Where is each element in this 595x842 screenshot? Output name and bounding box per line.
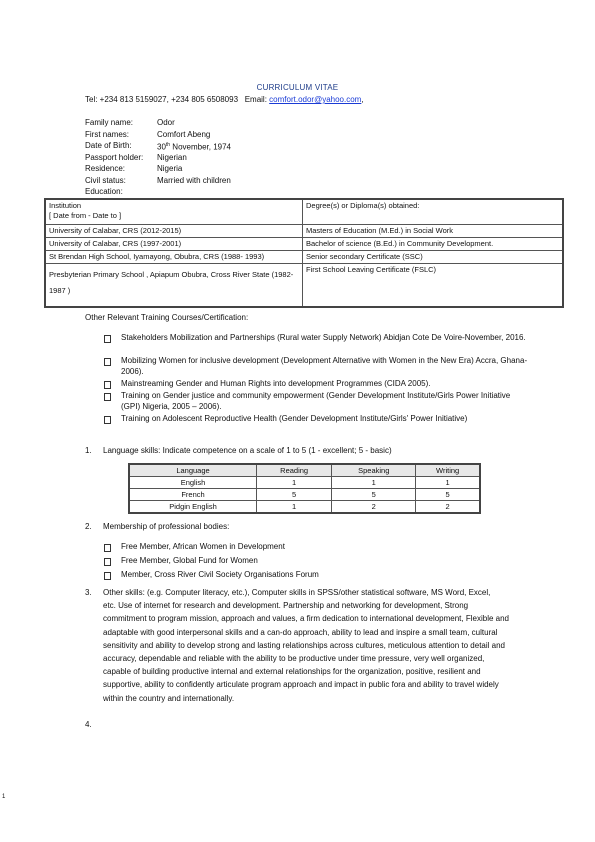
dob-day: 30 bbox=[157, 142, 166, 152]
edu-degree: Masters of Education (M.Ed.) in Social Work bbox=[303, 225, 564, 238]
page-number: 1 bbox=[2, 794, 6, 800]
skills-line: capable of building productive internal and external relationships for the organization, positive, resilient and bbox=[103, 667, 481, 677]
edu-institution: Presbyterian Primary School , Apiapum Obubra, Cross River State (1982-1987 ) bbox=[45, 264, 303, 308]
skills-line: commitment to program mission, approach and values, a firm dedication to international development, Flexible and bbox=[103, 614, 509, 624]
training-item: Training on Gender justice and community empowerment (Gender Development Institute/Girls Power Initiative (GPI) Nigeria, 2005 – 2006). bbox=[121, 391, 511, 411]
header-date-range: [ Date from - Date to ] bbox=[49, 211, 122, 220]
lang-header: Reading bbox=[257, 464, 332, 477]
membership-item: Free Member, Global Fund for Women bbox=[121, 556, 258, 565]
membership-item: Member, Cross River Civil Society Organisations Forum bbox=[121, 570, 319, 579]
bullet-box-icon bbox=[104, 381, 111, 389]
skills-paragraph bbox=[103, 586, 523, 705]
table-row bbox=[129, 477, 480, 489]
lang-cell: Pidgin English bbox=[129, 501, 257, 514]
contact-line bbox=[85, 95, 364, 104]
header-institution-label: Institution bbox=[49, 201, 82, 210]
header-degree: Degree(s) or Diploma(s) obtained: bbox=[303, 199, 564, 225]
pi-label-dob: Date of Birth: bbox=[85, 141, 132, 150]
language-heading: Language skills: Indicate competence on a scale of 1 to 5 (1 - excellent; 5 - basic) bbox=[103, 446, 392, 455]
training-heading: Other Relevant Training Courses/Certification: bbox=[85, 313, 249, 322]
lang-cell: 1 bbox=[257, 477, 332, 489]
pi-label-education: Education: bbox=[85, 187, 123, 196]
skills-line: sensitivity and ability to develop strong and lasting relationships across cultures, meticulous attention to detail and bbox=[103, 640, 506, 650]
contact-trail: , bbox=[361, 95, 364, 104]
item-4-number: 4. bbox=[85, 720, 92, 729]
lang-cell: 2 bbox=[332, 501, 416, 514]
skills-line: etc. Use of internet for research and development. Partnership and networking for development, Strong bbox=[103, 601, 469, 611]
table-row bbox=[45, 238, 563, 251]
email-label: Email: bbox=[244, 95, 267, 104]
edu-institution: University of Calabar, CRS (1997-2001) bbox=[45, 238, 303, 251]
lang-cell: English bbox=[129, 477, 257, 489]
lang-cell: 5 bbox=[332, 489, 416, 501]
pi-label-civil: Civil status: bbox=[85, 175, 126, 185]
table-row bbox=[129, 489, 480, 501]
training-item: Training on Adolescent Reproductive Health (Gender Development Institute/Girls' Power Initiative) bbox=[121, 414, 468, 423]
lang-cell: 1 bbox=[332, 477, 416, 489]
pi-label-first: First names: bbox=[85, 129, 130, 139]
dob-rest: November, 1974 bbox=[170, 142, 232, 152]
pi-value-passport: Nigerian bbox=[157, 152, 187, 162]
skills-line: accuracy, dependable and reliable with the ability to be productive under time pressure, very well organized, bbox=[103, 654, 485, 664]
table-header-row bbox=[129, 464, 480, 477]
skills-line: Other skills: (e.g. Computer literacy, etc.), Computer skills in SPSS/other statistical software, MS Word, Excel, bbox=[103, 588, 491, 597]
pi-value-civil: Married with children bbox=[157, 175, 231, 185]
document-title: CURRICULUM VITAE bbox=[256, 83, 339, 92]
email-link[interactable]: comfort.odor@yahoo.com bbox=[269, 95, 362, 104]
language-number: 1. bbox=[85, 446, 92, 455]
bullet-box-icon bbox=[104, 558, 111, 566]
pi-value-family: Odor bbox=[157, 118, 175, 127]
contact-phone: Tel: +234 813 5159027, +234 805 6508093 bbox=[85, 95, 239, 104]
edu-institution: St Brendan High School, Iyamayong, Obubra, CRS (1988- 1993) bbox=[45, 251, 303, 264]
table-header-row bbox=[45, 199, 563, 225]
pi-value-first: Comfort Abeng bbox=[157, 129, 211, 139]
dob-suffix: th bbox=[165, 142, 171, 148]
bullet-box-icon bbox=[104, 393, 111, 401]
training-item: Stakeholders Mobilization and Partnerships (Rural water Supply Network) Abidjan Cote De Voire-November, 2016. bbox=[121, 333, 526, 342]
lang-cell: 1 bbox=[257, 501, 332, 514]
skills-line: adaptable with good interpersonal skills and a can-do approach, ability to lead and inspire a small team, cultural bbox=[103, 627, 498, 637]
membership-number: 2. bbox=[85, 522, 92, 531]
lang-header: Language bbox=[129, 464, 257, 477]
lang-cell: French bbox=[129, 489, 257, 501]
bullet-box-icon bbox=[104, 416, 111, 424]
lang-cell: 5 bbox=[416, 489, 480, 501]
training-item: Mobilizing Women for inclusive development (Development Alternative with Women in the New Era) Accra, Ghana-2006). bbox=[121, 356, 528, 376]
lang-cell: 1 bbox=[416, 477, 480, 489]
pi-label-family: Family name: bbox=[85, 118, 134, 127]
edu-degree: Bachelor of science (B.Ed.) in Community Development. bbox=[303, 238, 564, 251]
table-row bbox=[45, 251, 563, 264]
bullet-box-icon bbox=[104, 335, 111, 343]
bullet-box-icon bbox=[104, 572, 111, 580]
table-row bbox=[45, 264, 563, 308]
skills-number: 3. bbox=[85, 588, 92, 597]
bullet-box-icon bbox=[104, 358, 111, 366]
bullet-box-icon bbox=[104, 544, 111, 552]
lang-header: Writing bbox=[416, 464, 480, 477]
membership-heading: Membership of professional bodies: bbox=[103, 522, 230, 531]
header-institution bbox=[45, 199, 303, 225]
table-row bbox=[45, 225, 563, 238]
skills-line: within the country and internationally. bbox=[103, 693, 235, 703]
edu-institution: University of Calabar, CRS (2012-2015) bbox=[45, 225, 303, 238]
pi-label-residence: Residence: bbox=[85, 164, 126, 173]
edu-degree: First School Leaving Certificate (FSLC) bbox=[303, 264, 564, 308]
lang-cell: 5 bbox=[257, 489, 332, 501]
pi-value-residence: Nigeria bbox=[157, 164, 183, 173]
lang-cell: 2 bbox=[416, 501, 480, 514]
training-item: Mainstreaming Gender and Human Rights into development Programmes (CIDA 2005). bbox=[121, 379, 431, 388]
table-row bbox=[129, 501, 480, 514]
language-table bbox=[128, 463, 481, 514]
skills-line: supportive, ability to confidently articulate program approach and impact in public fora and ability to travel widely bbox=[103, 680, 499, 690]
lang-header: Speaking bbox=[332, 464, 416, 477]
edu-degree: Senior secondary Certificate (SSC) bbox=[303, 251, 564, 264]
membership-item: Free Member, African Women in Development bbox=[121, 542, 285, 551]
education-table bbox=[44, 198, 564, 308]
pi-label-passport: Passport holder: bbox=[85, 152, 144, 162]
